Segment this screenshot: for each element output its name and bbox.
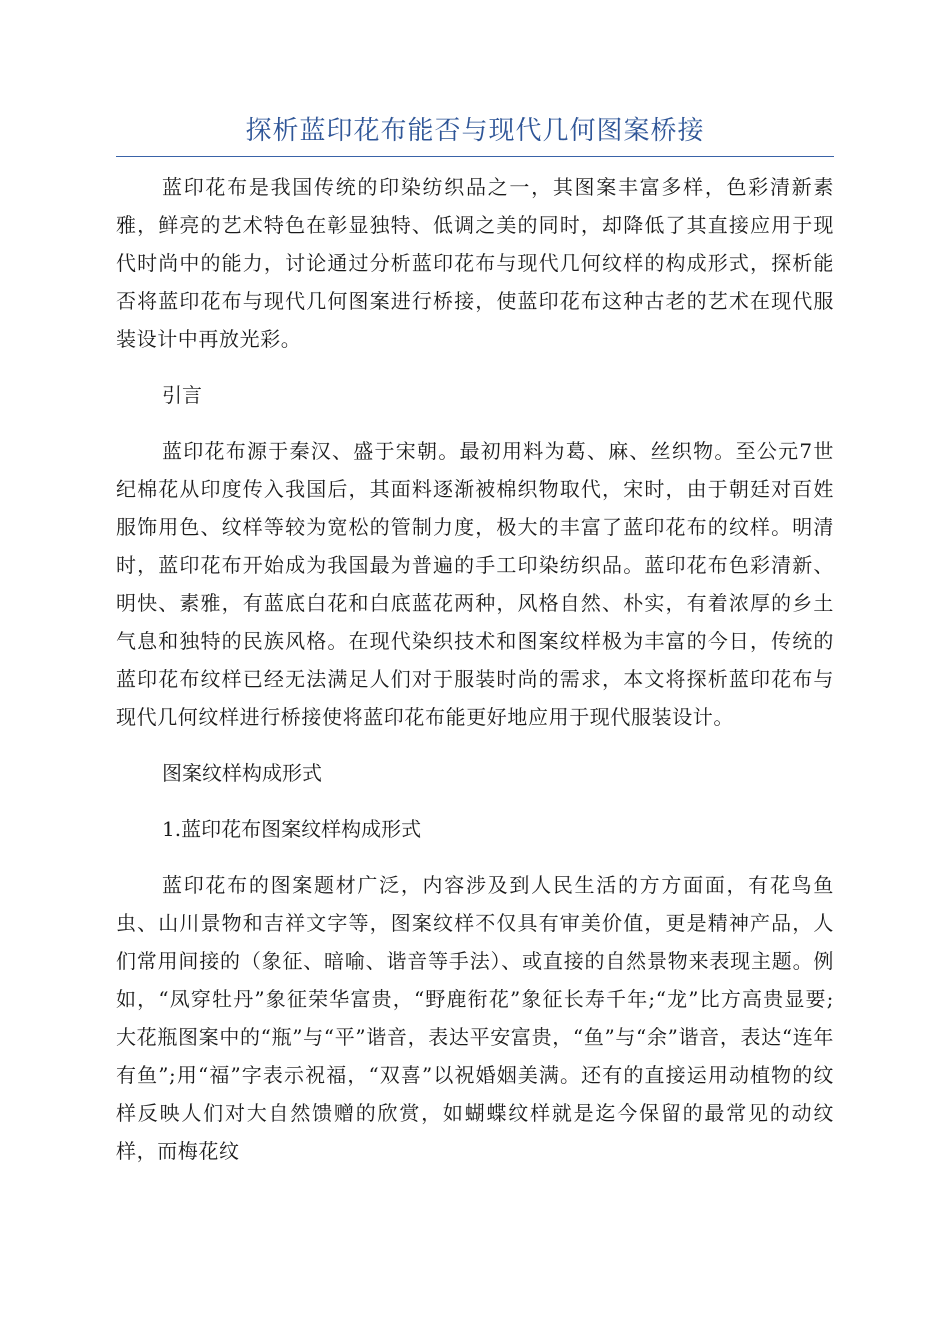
title-block (116, 112, 834, 157)
section-heading-pattern-forms: 图案纹样构成形式 (162, 761, 322, 785)
document-body (116, 168, 834, 1188)
subsection-heading-1: 1.蓝印花布图案纹样构成形式 (162, 817, 422, 841)
section-heading-introduction: 引言 (162, 383, 202, 407)
abstract-paragraph: 蓝印花布是我国传统的印染纺织品之一，其图案丰富多样，色彩清新素雅，鲜亮的艺术特色在彰显独特、低调之美的同时，却降低了其直接应用于现代时尚中的能力，讨论通过分析蓝印花布与现代几何纹样的构成形式，探析能否将蓝印花布与现代几何图案进行桥接，使蓝印花布这种古老的艺术在现代服装设计中再放光彩。 (116, 175, 834, 351)
document-title: 探析蓝印花布能否与现代几何图案桥接 (245, 116, 705, 146)
body-paragraph-patterns: 蓝印花布的图案题材广泛，内容涉及到人民生活的方方面面，有花鸟鱼虫、山川景物和吉祥文字等，图案纹样不仅具有审美价值，更是精神产品，人们常用间接的（象征、暗喻、谐音等手法）、或直接的自然景物来表现主题。例如，“凤穿牡丹”象征荣华富贵，“野鹿衔花”象征长寿千年;“龙”比方高贵显要;大花瓶图案中的“瓶”与“平”谐音，表达平安富贵，“鱼”与“余”谐音，表达“连年有鱼”;用“福”字表示祝福，“双喜”以祝婚姻美满。还有的直接运用动植物的纹样反映人们对大自然馈赠的欣赏，如蝴蝶纹样就是迄今保留的最常见的动纹样，而梅花纹 (116, 873, 834, 1163)
introduction-paragraph: 蓝印花布源于秦汉、盛于宋朝。最初用料为葛、麻、丝织物。至公元7世纪棉花从印度传入我国后，其面料逐渐被棉织物取代，宋时，由于朝廷对百姓服饰用色、纹样等较为宽松的管制力度，极大的丰富了蓝印花布的纹样。明清时，蓝印花布开始成为我国最为普遍的手工印染纺织品。蓝印花布色彩清新、明快、素雅，有蓝底白花和白底蓝花两种，风格自然、朴实，有着浓厚的乡土气息和独特的民族风格。在现代染织技术和图案纹样极为丰富的今日，传统的蓝印花布纹样已经无法满足人们对于服装时尚的需求，本文将探析蓝印花布与现代几何纹样进行桥接使将蓝印花布能更好地应用于现代服装设计。 (116, 439, 834, 729)
